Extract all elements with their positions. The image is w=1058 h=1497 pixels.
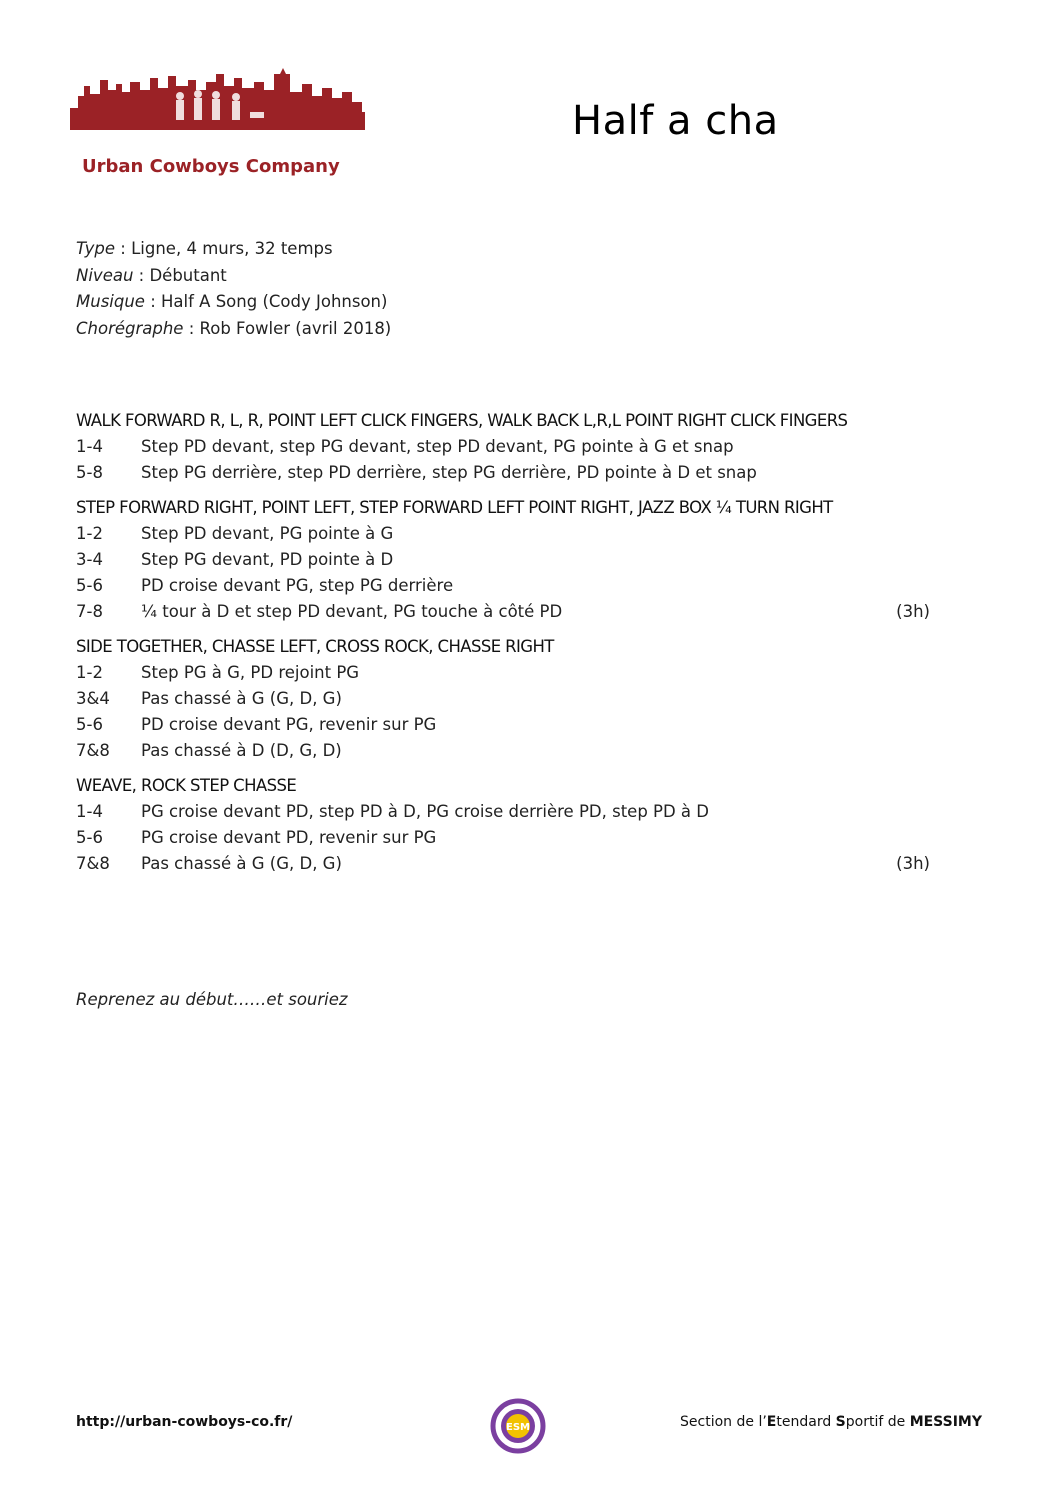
step-note [890, 434, 930, 460]
step-count: 5-6 [76, 576, 103, 595]
closing-note: Reprenez au début……et souriez [76, 990, 348, 1009]
step-note [890, 712, 930, 738]
step-desc: Step PG devant, PD pointe à D [141, 550, 394, 569]
page-title: Half a cha [572, 98, 779, 144]
step-row [76, 825, 936, 851]
step-desc: Step PD devant, step PG devant, step PD devant, PG pointe à G et snap [141, 437, 734, 456]
step-desc: Pas chassé à G (G, D, G) [141, 689, 342, 708]
step-desc: Step PG à G, PD rejoint PG [141, 663, 360, 682]
section-jazz-box [76, 495, 936, 625]
step-count: 1-4 [76, 437, 103, 456]
step-note: (3h) [896, 602, 930, 621]
step-desc: Step PD devant, PG pointe à G [141, 524, 394, 543]
step-count: 7&8 [76, 741, 110, 760]
section-chasse [76, 634, 936, 764]
info-level: Niveau : Débutant [76, 265, 227, 285]
section-title: WEAVE, ROCK STEP CHASSE [76, 776, 297, 795]
step-count: 3-4 [76, 550, 103, 569]
step-row [76, 851, 936, 877]
step-count: 3&4 [76, 689, 110, 708]
footer-url-link[interactable]: http://urban-cowboys-co.fr/ [76, 1414, 293, 1430]
step-note [890, 686, 930, 712]
step-note [890, 799, 930, 825]
company-logo [70, 68, 365, 188]
step-desc: Pas chassé à D (D, G, D) [141, 741, 342, 760]
step-desc: Pas chassé à G (G, D, G) [141, 854, 342, 873]
step-count: 5-6 [76, 715, 103, 734]
step-row [76, 547, 936, 573]
step-count: 5-8 [76, 463, 103, 482]
logo-text: Urban Cowboys Company [82, 156, 340, 177]
dance-info [76, 236, 391, 342]
step-count: 7-8 [76, 602, 103, 621]
step-row [76, 712, 936, 738]
step-note [890, 547, 930, 573]
section-title: SIDE TOGETHER, CHASSE LEFT, CROSS ROCK, CHASSE RIGHT [76, 637, 554, 656]
step-note [890, 660, 930, 686]
step-count: 1-2 [76, 524, 103, 543]
step-note [890, 738, 930, 764]
section-title: WALK FORWARD R, L, R, POINT LEFT CLICK FINGERS, WALK BACK L,R,L POINT RIGHT CLICK FINGERS [76, 411, 848, 430]
step-desc: PD croise devant PG, revenir sur PG [141, 715, 437, 734]
step-row [76, 434, 936, 460]
step-desc: PG croise devant PD, revenir sur PG [141, 828, 437, 847]
step-note [890, 573, 930, 599]
info-type: Type : Ligne, 4 murs, 32 temps [76, 239, 333, 258]
footer-section-text: Section de l’Etendard Sportif de MESSIMY [680, 1414, 982, 1430]
city-skyline-icon [70, 68, 365, 138]
esm-badge [490, 1398, 546, 1454]
step-note [890, 825, 930, 851]
step-count: 5-6 [76, 828, 103, 847]
step-desc: ¼ tour à D et step PD devant, PG touche à côté PD [141, 602, 563, 621]
section-title: STEP FORWARD RIGHT, POINT LEFT, STEP FORWARD LEFT POINT RIGHT, JAZZ BOX ¼ TURN RIGHT [76, 498, 833, 517]
section-walk [76, 408, 936, 486]
step-note [890, 521, 930, 547]
step-desc: Step PG derrière, step PD derrière, step PG derrière, PD pointe à D et snap [141, 463, 757, 482]
step-count: 1-2 [76, 663, 103, 682]
info-music: Musique : Half A Song (Cody Johnson) [76, 292, 388, 311]
esm-logo-icon [490, 1398, 546, 1454]
esm-badge-text: ESM [506, 1422, 530, 1433]
step-sections [76, 408, 936, 886]
step-row [76, 573, 936, 599]
step-row [76, 738, 936, 764]
step-note: (3h) [896, 854, 930, 873]
step-row [76, 521, 936, 547]
step-desc: PD croise devant PG, step PG derrière [141, 576, 454, 595]
step-row [76, 660, 936, 686]
section-weave [76, 773, 936, 877]
step-count: 7&8 [76, 854, 110, 873]
step-note [890, 460, 930, 486]
step-row [76, 599, 936, 625]
step-desc: PG croise devant PD, step PD à D, PG croise derrière PD, step PD à D [141, 802, 709, 821]
step-row [76, 686, 936, 712]
info-choreographer: Chorégraphe : Rob Fowler (avril 2018) [76, 318, 392, 338]
step-row [76, 460, 936, 486]
step-count: 1-4 [76, 802, 103, 821]
step-row [76, 799, 936, 825]
